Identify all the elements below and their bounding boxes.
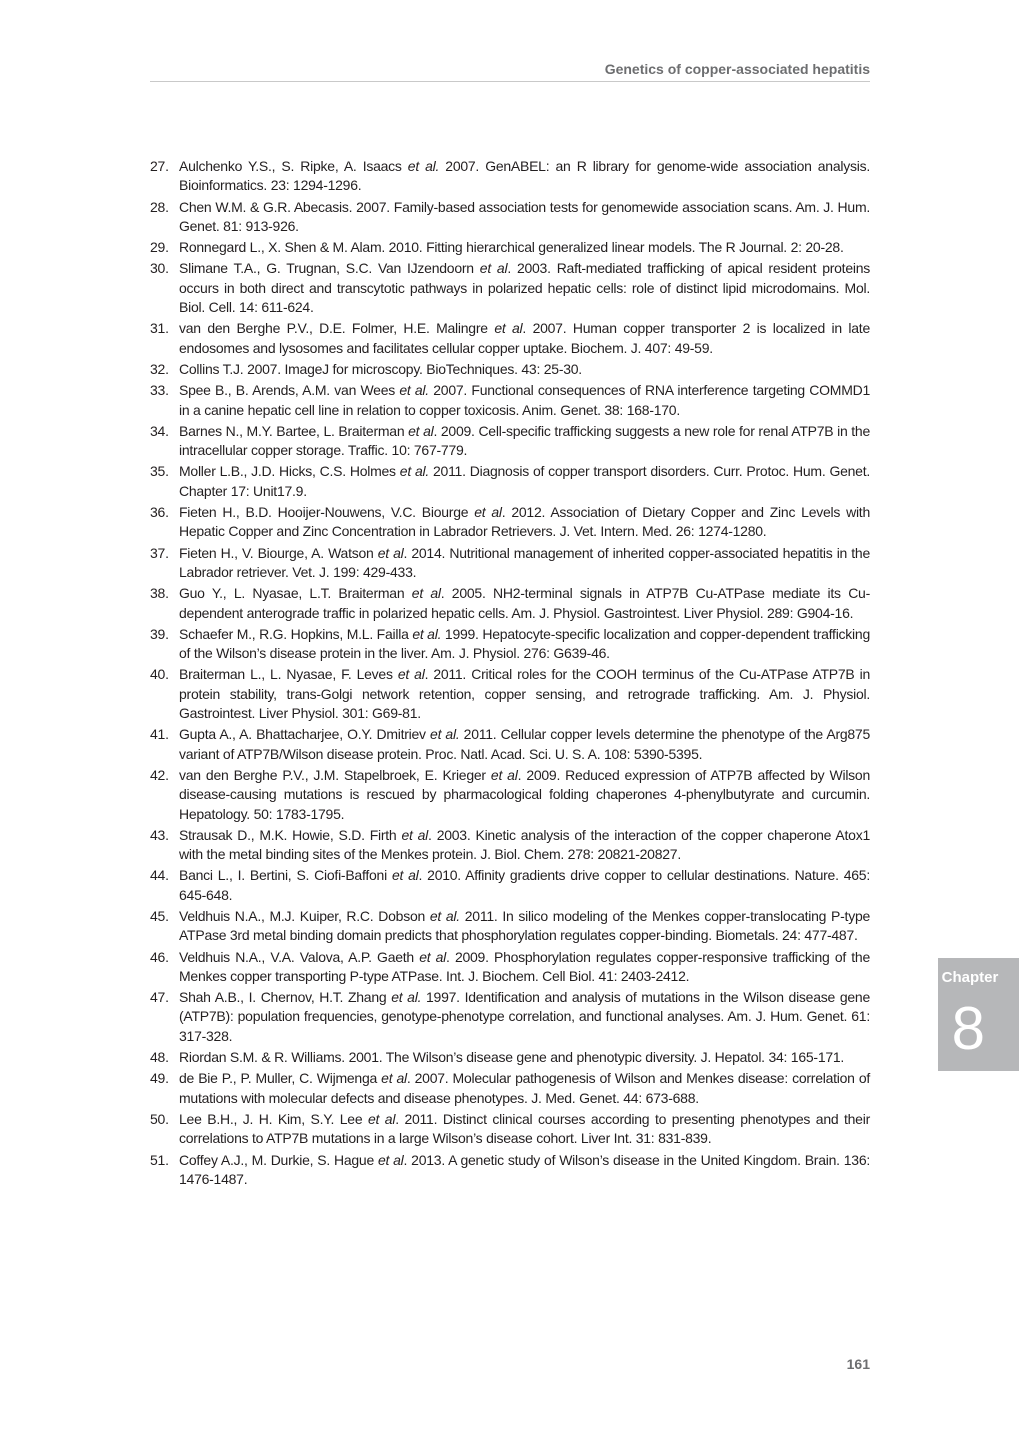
reference-number: 40. [150, 666, 169, 683]
reference-item [150, 360, 870, 379]
running-header [150, 58, 870, 82]
reference-text: Banci L., I. Bertini, S. Ciofi-Baffoni et al. 2010. Affinity gradients drive copper to cellular destinations. Nature. 465: 645-648. [179, 867, 870, 903]
reference-item [150, 665, 870, 723]
reference-item [150, 198, 870, 237]
reference-number: 33. [150, 382, 169, 399]
reference-text: Veldhuis N.A., V.A. Valova, A.P. Gaeth et al. 2009. Phosphorylation regulates copper-responsive trafficking of the Menkes copper transporting P-type ATPase. Int. J. Biochem. Cell Biol. 41: 2403-2412. [179, 948, 870, 984]
reference-number: 34. [150, 422, 169, 439]
reference-number: 29. [150, 239, 169, 256]
reference-item [150, 259, 870, 317]
reference-number: 39. [150, 625, 169, 642]
reference-item [150, 988, 870, 1046]
reference-number: 36. [150, 504, 169, 521]
reference-item [150, 238, 870, 257]
reference-item [150, 1151, 870, 1190]
reference-item [150, 381, 870, 420]
reference-number: 31. [150, 320, 169, 337]
reference-list [150, 157, 870, 1191]
reference-text: Strausak D., M.K. Howie, S.D. Firth et al. 2003. Kinetic analysis of the interaction of the copper chaperone Atox1 with the metal binding sites of the Menkes protein. J. Biol. Chem. 278: 20821-20827. [179, 826, 870, 863]
reference-text: de Bie P., P. Muller, C. Wijmenga et al. 2007. Molecular pathogenesis of Wilson and Menkes disease: correlation of mutations with molecular defects and disease phenotypes. J. Med. Genet. 44: 673-688. [179, 1070, 871, 1106]
page-number: 161 [846, 1356, 870, 1372]
reference-item [150, 462, 870, 501]
reference-item [150, 625, 870, 664]
reference-item [150, 866, 870, 905]
reference-item [150, 907, 870, 946]
reference-text: Veldhuis N.A., M.J. Kuiper, R.C. Dobson et al. 2011. In silico modeling of the Menkes copper-translocating P-type ATPase 3rd metal binding domain predicts that phosphorylation regulates copper-binding. Biometals. 24: 477-487. [179, 907, 871, 944]
reference-item [150, 766, 870, 824]
reference-text: Moller L.B., J.D. Hicks, C.S. Holmes et al. 2011. Diagnosis of copper transport disorders. Curr. Protoc. Hum. Genet. Chapter 17: Unit17.9. [179, 463, 870, 499]
reference-text: Slimane T.A., G. Trugnan, S.C. Van IJzendoorn et al. 2003. Raft-mediated trafficking of apical resident proteins occurs in both direct and transcytotic pathways in polarized hepatic cells: role of distinct lipid microdomains. Mol. Biol. Cell. 14: 611-624. [179, 260, 870, 316]
reference-number: 42. [150, 766, 169, 783]
reference-item [150, 1048, 870, 1067]
reference-item [150, 544, 870, 583]
reference-number: 45. [150, 907, 169, 924]
reference-number: 43. [150, 826, 169, 843]
reference-text: Schaefer M., R.G. Hopkins, M.L. Failla et al. 1999. Hepatocyte-specific localization and copper-dependent trafficking of the Wilson’s disease protein in the liver. Am. J. Physiol. 276: G639-46. [179, 625, 870, 662]
reference-number: 38. [150, 585, 169, 602]
reference-item [150, 319, 870, 358]
reference-number: 27. [150, 158, 169, 174]
reference-text: Lee B.H., J. H. Kim, S.Y. Lee et al. 2011. Distinct clinical courses according to presenting phenotypes and their correlations to ATP7B mutations in a large Wilson’s disease cohort. Liver Int. 31: 831-839. [179, 1110, 870, 1147]
reference-number: 49. [150, 1070, 169, 1087]
reference-item [150, 157, 870, 196]
reference-text: Ronnegard L., X. Shen & M. Alam. 2010. Fitting hierarchical generalized linear models. The R Journal. 2: 20-28. [179, 239, 844, 256]
reference-text: Collins T.J. 2007. ImageJ for microscopy. BioTechniques. 43: 25-30. [179, 360, 582, 377]
reference-text: Spee B., B. Arends, A.M. van Wees et al. 2007. Functional consequences of RNA interference targeting COMMD1 in a canine hepatic cell line in relation to copper toxicosis. Anim. Genet. 38: 168-170. [179, 382, 870, 418]
reference-number: 48. [150, 1049, 169, 1066]
reference-number: 28. [150, 198, 169, 215]
reference-text: Braiterman L., L. Nyasae, F. Leves et al. 2011. Critical roles for the COOH terminus of the Cu-ATPase ATP7B in protein stability, trans-Golgi network retention, copper sensing, and retrograde trafficking. Am. J. Physiol. Gastrointest. Liver Physiol. 301: G69-81. [179, 666, 871, 722]
reference-number: 44. [150, 867, 169, 884]
reference-number: 50. [150, 1110, 169, 1127]
reference-item [150, 826, 870, 865]
reference-number: 32. [150, 360, 169, 377]
reference-number: 37. [150, 544, 169, 561]
chapter-label: Chapter [941, 969, 999, 986]
reference-text: Coffey A.J., M. Durkie, S. Hague et al. 2013. A genetic study of Wilson’s disease in the United Kingdom. Brain. 136: 1476-1487. [179, 1151, 870, 1187]
reference-item [150, 948, 870, 987]
reference-text: Guo Y., L. Nyasae, L.T. Braiterman et al. 2005. NH2-terminal signals in ATP7B Cu-ATPase mediate its Cu-dependent anterograde traffic in polarized hepatic cells. Am. J. Physiol. Gastrointest. Liver Physiol. 289: G904-16. [179, 585, 870, 621]
reference-item [150, 503, 870, 542]
reference-text: Chen W.M. & G.R. Abecasis. 2007. Family-based association tests for genomewide association scans. Am. J. Hum. Genet. 81: 913-926. [179, 198, 870, 234]
reference-number: 46. [150, 948, 169, 965]
reference-item [150, 725, 870, 764]
reference-number: 35. [150, 463, 169, 480]
reference-text: van den Berghe P.V., D.E. Folmer, H.E. Malingre et al. 2007. Human copper transporter 2 is localized in late endosomes and lysosomes and facilitates cellular copper uptake. Biochem. J. 407: 49-59. [179, 320, 870, 356]
reference-text: Aulchenko Y.S., S. Ripke, A. Isaacs et al. 2007. GenABEL: an R library for genome-wide association analysis. Bioinformatics. 23: 1294-1296. [179, 158, 870, 194]
reference-item [150, 584, 870, 623]
reference-item [150, 422, 870, 461]
reference-item [150, 1110, 870, 1149]
chapter-tab [938, 958, 1019, 1071]
reference-text: Barnes N., M.Y. Bartee, L. Braiterman et al. 2009. Cell-specific trafficking suggests a new role for renal ATP7B in the intracellular copper storage. Traffic. 10: 767-779. [179, 422, 870, 459]
reference-text: Fieten H., B.D. Hooijer-Nouwens, V.C. Biourge et al. 2012. Association of Dietary Copper and Zinc Levels with Hepatic Copper and Zinc Concentration in Labrador Retrievers. J. Vet. Intern. Med. 26: 1274-1280. [179, 504, 870, 540]
reference-text: Riordan S.M. & R. Williams. 2001. The Wilson’s disease gene and phenotypic diversity. J. Hepatol. 34: 165-171. [179, 1049, 845, 1066]
reference-number: 30. [150, 260, 169, 277]
running-title: Genetics of copper-associated hepatitis [604, 61, 870, 77]
reference-number: 47. [150, 989, 169, 1006]
reference-text: van den Berghe P.V., J.M. Stapelbroek, E. Krieger et al. 2009. Reduced expression of ATP7B affected by Wilson disease-causing mutations is rescued by pharmacological folding chaperones 4-phenylbutyrate and curcumin. Hepatology. 50: 1783-1795. [179, 766, 871, 822]
reference-item [150, 1069, 870, 1108]
reference-text: Fieten H., V. Biourge, A. Watson et al. 2014. Nutritional management of inherited copper-associated hepatitis in the Labrador retriever. Vet. J. 199: 429-433. [179, 544, 870, 580]
reference-text: Gupta A., A. Bhattacharjee, O.Y. Dmitriev et al. 2011. Cellular copper levels determine the phenotype of the Arg875 variant of ATP7B/Wilson disease protein. Proc. Natl. Acad. Sci. U. S. A. 108: 5390-5395. [179, 726, 871, 762]
reference-number: 41. [150, 726, 169, 743]
chapter-number: 8 [951, 995, 985, 1062]
reference-text: Shah A.B., I. Chernov, H.T. Zhang et al. 1997. Identification and analysis of mutations in the Wilson disease gene (ATP7B): population frequencies, genotype-phenotype correlation, and functional analyses. Am. J. Hum. Genet. 61: 317-328. [179, 989, 870, 1044]
reference-number: 51. [150, 1151, 169, 1168]
